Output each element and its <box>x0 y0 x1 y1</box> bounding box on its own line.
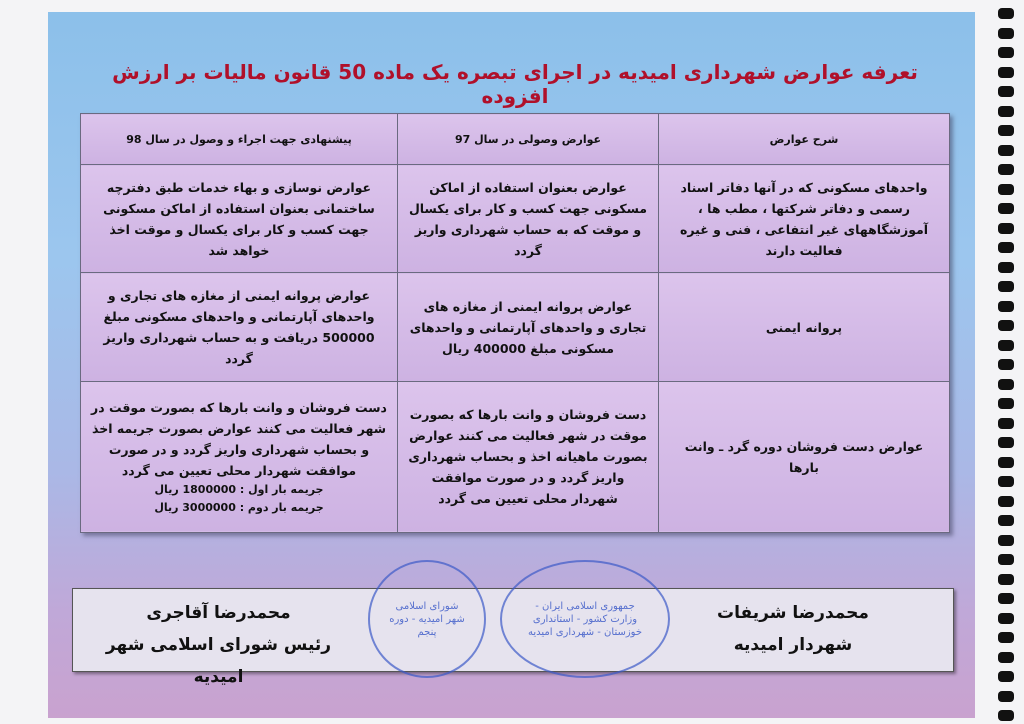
spiral-ring <box>998 145 1014 156</box>
mayor-stamp <box>500 560 670 678</box>
spiral-ring <box>998 67 1014 78</box>
spiral-ring <box>998 164 1014 175</box>
spiral-ring <box>998 125 1014 136</box>
cell: عوارض نوسازی و بهاء خدمات طبق دفترچه ساختمانی بعنوان استفاده از اماکن مسکونی جهت کسب و کار برای یکسال و موقت اخذ خواهد شد <box>81 165 398 273</box>
council-head-title: رئیس شورای اسلامی شهر امیدیه <box>105 635 332 687</box>
council-head-name: محمدرضا آقاجری <box>146 603 291 623</box>
spiral-ring <box>998 340 1014 351</box>
cell: دست فروشان و وانت بارها که بصورت موقت در شهر فعالیت می کنند عوارض بصورت ماهیانه اخذ و بحساب شهرداری واریز گردد و در صورت موافقت شهردار محلی تعیین می گردد <box>398 381 659 532</box>
council-stamp <box>368 560 486 678</box>
spiral-ring <box>998 457 1014 468</box>
council-stamp-text: شورای اسلامی شهر امیدیه - دوره پنجم <box>389 600 465 638</box>
cell: عوارض پروانه ایمنی از مغازه های تجاری و واحدهای آپارتمانی و واحدهای مسکونی مبلغ 400000 ریال <box>398 273 659 381</box>
cell <box>81 381 398 532</box>
spiral-ring <box>998 223 1014 234</box>
cell-text: دست فروشان و وانت بارها که بصورت موقت در شهر فعالیت می کنند عوارض بصورت جریمه اخذ و بحساب شهرداری واریز گردد و در صورت موافقت شهردار محلی تعیین می گردد <box>91 399 387 478</box>
spiral-ring <box>998 301 1014 312</box>
header-98: پیشنهادی جهت اجراء و وصول در سال 98 <box>81 114 398 165</box>
cell: عوارض بعنوان استفاده از اماکن مسکونی جهت کسب و کار برای یکسال و موقت که به حساب شهرداری واریز گردد <box>398 165 659 273</box>
spiral-ring <box>998 691 1014 702</box>
header-97: عوارض وصولی در سال 97 <box>398 114 659 165</box>
spiral-ring <box>998 613 1014 624</box>
spiral-ring <box>998 203 1014 214</box>
fine-second: جریمه بار دوم : 3000000 ریال <box>154 500 324 514</box>
spiral-ring <box>998 535 1014 546</box>
spiral-ring <box>998 652 1014 663</box>
spiral-ring <box>998 281 1014 292</box>
mayor-title: شهردار امیدیه <box>733 635 853 655</box>
fine-first: جریمه بار اول : 1800000 ریال <box>154 482 324 496</box>
spiral-ring <box>998 437 1014 448</box>
spiral-ring <box>998 554 1014 565</box>
spiral-ring <box>998 593 1014 604</box>
spiral-ring <box>998 398 1014 409</box>
spiral-ring <box>998 320 1014 331</box>
cell: واحدهای مسکونی که در آنها دفاتر اسناد رسمی و دفاتر شرکتها ، مطب ها ، آموزشگاههای غیر انتفاعی ، فنی و غیره فعالیت دارند <box>659 165 950 273</box>
spiral-ring <box>998 418 1014 429</box>
cell: عوارض دست فروشان دوره گرد ـ وانت بارها <box>659 381 950 532</box>
tariff-table <box>80 113 950 533</box>
spiral-ring <box>998 632 1014 643</box>
spiral-ring <box>998 671 1014 682</box>
table-row <box>81 381 950 532</box>
spiral-ring <box>998 262 1014 273</box>
spiral-ring <box>998 106 1014 117</box>
spiral-ring <box>998 379 1014 390</box>
table-row <box>81 273 950 381</box>
spiral-ring <box>998 710 1014 721</box>
spiral-ring <box>998 515 1014 526</box>
table-header-row <box>81 114 950 165</box>
council-signature <box>81 597 356 693</box>
spiral-ring <box>998 47 1014 58</box>
spiral-ring <box>998 86 1014 97</box>
cell: پروانه ایمنی <box>659 273 950 381</box>
spiral-ring <box>998 359 1014 370</box>
spiral-ring <box>998 184 1014 195</box>
mayor-name: محمدرضا شریفات <box>717 603 869 623</box>
mayor-stamp-text: جمهوری اسلامی ایران - وزارت کشور - استانداری خوزستان - شهرداری امیدیه <box>527 600 643 638</box>
spiral-ring <box>998 496 1014 507</box>
table-row <box>81 165 950 273</box>
mayor-signature <box>683 597 903 661</box>
cell: عوارض پروانه ایمنی از مغازه های تجاری و واحدهای آپارتمانی و واحدهای مسکونی مبلغ 500000 دریافت و به حساب شهرداری واریز گردد <box>81 273 398 381</box>
spiral-ring <box>998 574 1014 585</box>
spiral-ring <box>998 8 1014 19</box>
spiral-ring <box>998 28 1014 39</box>
spiral-ring <box>998 242 1014 253</box>
header-description: شرح عوارض <box>659 114 950 165</box>
document-title: تعرفه عوارض شهرداری امیدیه در اجرای تبصره یک ماده 50 قانون مالیات بر ارزش افزوده <box>112 60 918 108</box>
spiral-ring <box>998 476 1014 487</box>
